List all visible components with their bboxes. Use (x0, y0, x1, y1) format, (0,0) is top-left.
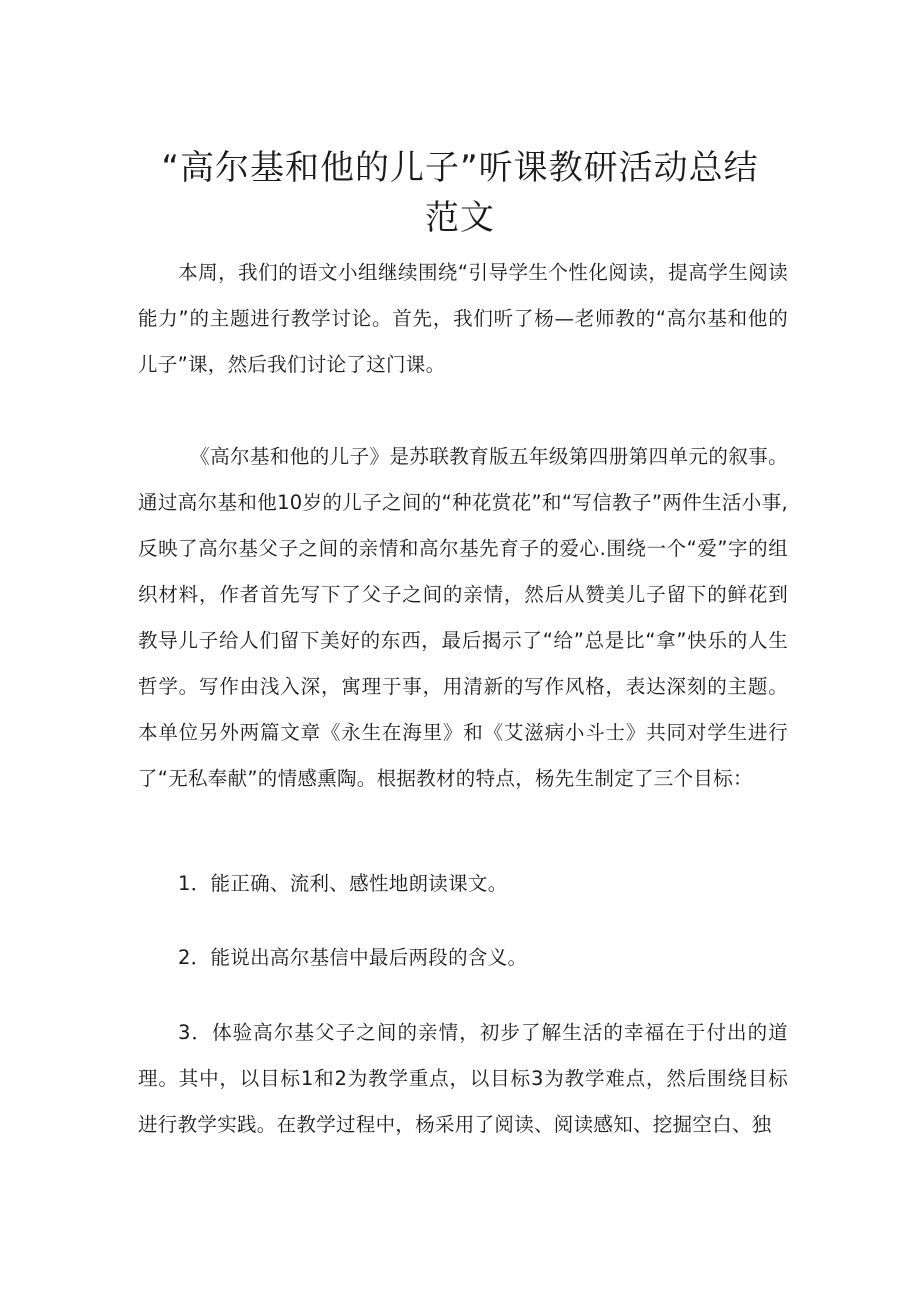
document-title-line-2: 范文 (425, 198, 495, 238)
paragraph-lesson-analysis (138, 434, 788, 802)
goal-item-3 (138, 1010, 788, 1148)
paragraph-lesson-analysis-text: 《高尔基和他的儿子》是苏联教育版五年级第四册第四单元的叙事。通过高尔基和他10岁的儿子之间的“种花赏花”和“写信教子”两件生活小事,反映了高尔基父子之间的亲情和高尔基先育子的爱心.围绕一个“爱”字的组织材料，作者首先写下了父子之间的亲情，然后从赞美儿子留下的鲜花到教导儿子给人们留下美好的东西，最后揭示了“给”总是比“拿”快乐的人生哲学。写作由浅入深，寓理于事，用清新的写作风格，表达深刻的主题。本单位另外两篇文章《永生在海里》和《艾滋病小斗士》共同对学生进行了“无私奉献”的情感熏陶。根据教材的特点，杨先生制定了三个目标： (138, 445, 788, 790)
goal-item-2 (138, 935, 788, 981)
paragraph-intro-text: 本周，我们的语文小组继续围绕“引导学生个性化阅读，提高学生阅读能力”的主题进行教学讨论。首先，我们听了杨—老师教的“高尔基和他的儿子”课，然后我们讨论了这门课。 (138, 261, 788, 376)
goal-item-1-text: 1．能正确、流利、感性地朗读课文。 (178, 872, 508, 895)
paragraph-intro (138, 250, 788, 388)
document-title-line-1: “高尔基和他的儿子”听课教研活动总结 (161, 148, 759, 188)
goal-item-2-text: 2．能说出高尔基信中最后两段的含义。 (178, 946, 528, 969)
goal-item-1 (138, 861, 788, 907)
goal-item-3-text: 3．体验高尔基父子之间的亲情，初步了解生活的幸福在于付出的道理。其中，以目标1和2为教学重点，以目标3为教学难点，然后围绕目标进行教学实践。在教学过程中，杨采用了阅读、阅读感知、挖掘空白、独 (138, 1021, 788, 1136)
